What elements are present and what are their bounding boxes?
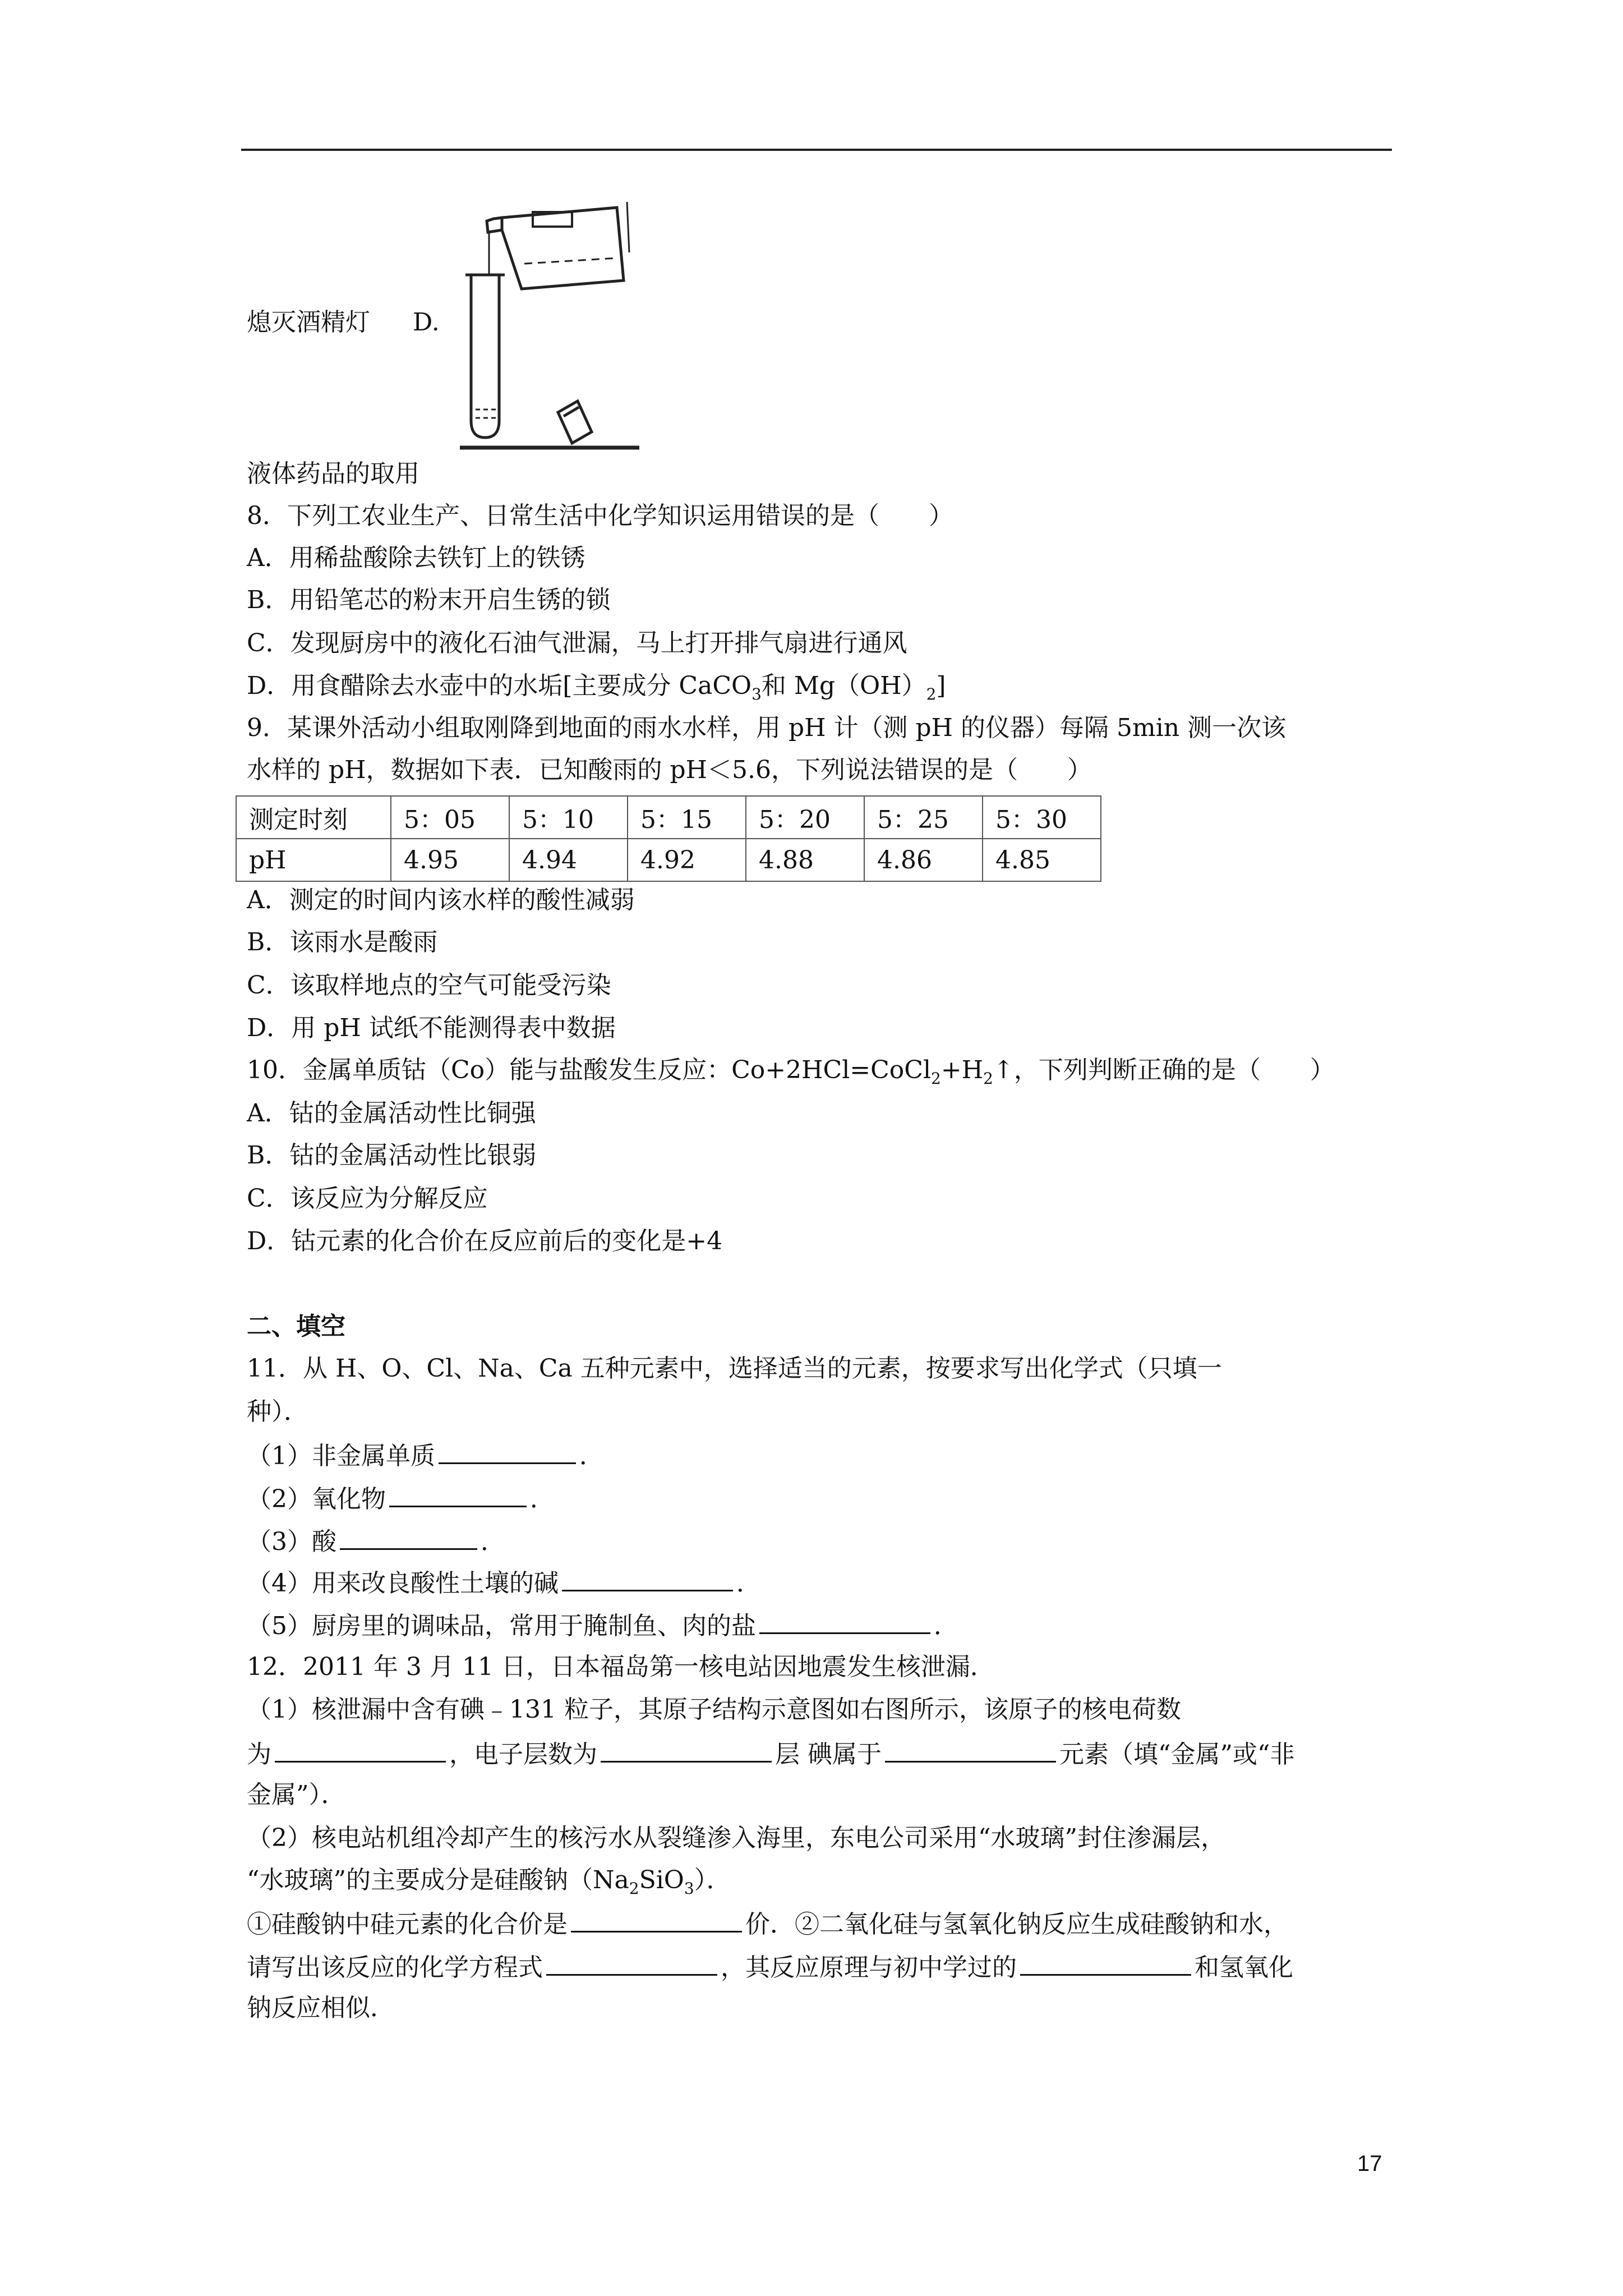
q8-option-b: B．用铅笔芯的粉末开启生锈的锁 xyxy=(247,586,611,614)
table-cell: 4.86 xyxy=(864,839,983,881)
q12-question-line2: 请写出该反应的化学方程式 ，其反应原理与初中学过的 和氢氧化 xyxy=(247,1949,1293,1985)
q12-part1-line3: 金属”）． xyxy=(247,1780,346,1809)
q7-d-label: D. xyxy=(413,308,440,337)
table-cell: 4.85 xyxy=(983,839,1101,881)
answer-blank[interactable] xyxy=(439,1438,576,1464)
q11-part3: （3）酸 ． xyxy=(247,1524,505,1559)
answer-blank[interactable] xyxy=(389,1481,527,1507)
table-cell: 5：30 xyxy=(983,796,1101,839)
q11-part1: （1）非金属单质 ． xyxy=(247,1438,604,1473)
answer-blank[interactable] xyxy=(1020,1949,1191,1976)
q9-option-b: B．该雨水是酸雨 xyxy=(247,928,438,956)
table-cell: 4.94 xyxy=(509,839,628,881)
page-number: 17 xyxy=(1357,2151,1382,2176)
q12-question-line3: 钠反应相似． xyxy=(247,1994,395,2022)
q12-part1-line2: 为 ，电子层数为 层 碘属于 元素（填“金属”或“非 xyxy=(247,1736,1294,1772)
q11-part2: （2）氧化物 ． xyxy=(247,1481,555,1516)
q12-part2-line1: （2）核电站机组冷却产生的核污水从裂缝渗入海里，东电公司采用“水玻璃”封住渗漏层， xyxy=(247,1824,1225,1852)
q7-d-caption: 液体药品的取用 xyxy=(247,459,419,488)
q10-option-c: C．该反应为分解反应 xyxy=(247,1184,488,1213)
answer-blank[interactable] xyxy=(759,1608,930,1634)
q9-option-d: D．用 pH 试纸不能测得表中数据 xyxy=(247,1014,616,1042)
q8-option-a: A．用稀盐酸除去铁钉上的铁锈 xyxy=(247,544,585,572)
q11-part4: （4）用来改良酸性土壤的碱 ． xyxy=(247,1565,761,1600)
ph-data-table xyxy=(236,795,1101,882)
table-cell: 5：25 xyxy=(864,796,983,839)
answer-blank[interactable] xyxy=(546,1949,717,1976)
q10-option-b: B．钴的金属活动性比银弱 xyxy=(247,1141,537,1170)
q11-part5: （5）厨房里的调味品，常用于腌制鱼、肉的盐 ． xyxy=(247,1608,958,1643)
q9-stem-line1: 9．某课外活动小组取刚降到地面的雨水水样，用 pH 计（测 pH 的仪器）每隔 5min 测一次该 xyxy=(247,714,1287,742)
q10-stem: 10．金属单质钴（Co）能与盐酸发生反应：$Co+2HCl=CoCl_2+H_2↑$，下列判断正确的是（ ） xyxy=(247,1056,1335,1088)
q7-option-c-d xyxy=(247,306,440,339)
table-cell: 4.92 xyxy=(628,839,746,881)
q12-part2-line2: “水玻璃”的主要成分是硅酸钠$(Na_2SiO_3)$． xyxy=(247,1866,731,1898)
table-cell: pH xyxy=(236,839,391,881)
answer-blank[interactable] xyxy=(601,1736,772,1763)
table-cell: 5：15 xyxy=(628,796,746,839)
section-title: 二、填空 xyxy=(247,1312,345,1341)
answer-blank[interactable] xyxy=(571,1906,742,1932)
q10-option-a: A．钴的金属活动性比铜强 xyxy=(247,1099,536,1128)
table-cell: 4.95 xyxy=(391,839,509,881)
q9-option-c: C．该取样地点的空气可能受污染 xyxy=(247,971,611,1000)
q11-stem-line1: 11．从 H、O、Cl、Na、Ca 五种元素中，选择适当的元素，按要求写出化学式（只填一 xyxy=(247,1354,1222,1383)
q12-question-line1: ①硅酸钠中硅元素的化合价是 价．②二氧化硅与氢氧化钠反应生成硅酸钠和水， xyxy=(247,1906,1288,1941)
q8-stem: 8．下列工农业生产、日常生活中化学知识运用错误的是（ ） xyxy=(247,501,953,530)
q8-option-c: C．发现厨房中的液化石油气泄漏，马上打开排气扇进行通风 xyxy=(247,629,907,657)
table-cell: 4.88 xyxy=(746,839,864,881)
q8-option-d: D．用食醋除去水壶中的水垢[主要成分 CaCO$_3$和 $Mg(OH)_2$] xyxy=(247,671,946,703)
q12-stem: 12．2011 年 3 月 11 日，日本福岛第一核电站因地震发生核泄漏． xyxy=(247,1653,995,1681)
answer-blank[interactable] xyxy=(562,1565,733,1591)
answer-blank[interactable] xyxy=(275,1736,446,1763)
liquid-pouring-figure xyxy=(449,196,639,454)
q11-stem-line2: 种）． xyxy=(247,1397,308,1426)
answer-blank[interactable] xyxy=(885,1736,1056,1763)
table-cell: 测定时刻 xyxy=(236,796,391,839)
table-row xyxy=(236,796,1101,839)
q9-option-a: A．测定的时间内该水样的酸性减弱 xyxy=(247,886,635,914)
table-cell: 5：05 xyxy=(391,796,509,839)
answer-blank[interactable] xyxy=(340,1524,477,1550)
table-cell: 5：20 xyxy=(746,796,864,839)
q12-part1-line1: （1）核泄漏中含有碘﹣131 粒子，其原子结构示意图如右图所示，该原子的核电荷数 xyxy=(247,1695,1181,1724)
header-rule xyxy=(241,149,1392,151)
table-cell: 5：10 xyxy=(509,796,628,839)
q9-stem-line2: 水样的 pH，数据如下表．已知酸雨的 pH＜5.6，下列说法错误的是（ ） xyxy=(247,756,1092,784)
q7-c-text: 熄灭酒精灯 xyxy=(247,308,370,337)
table-row xyxy=(236,839,1101,881)
q10-option-d: D．钴元素的化合价在反应前后的变化是+4 xyxy=(247,1227,723,1255)
